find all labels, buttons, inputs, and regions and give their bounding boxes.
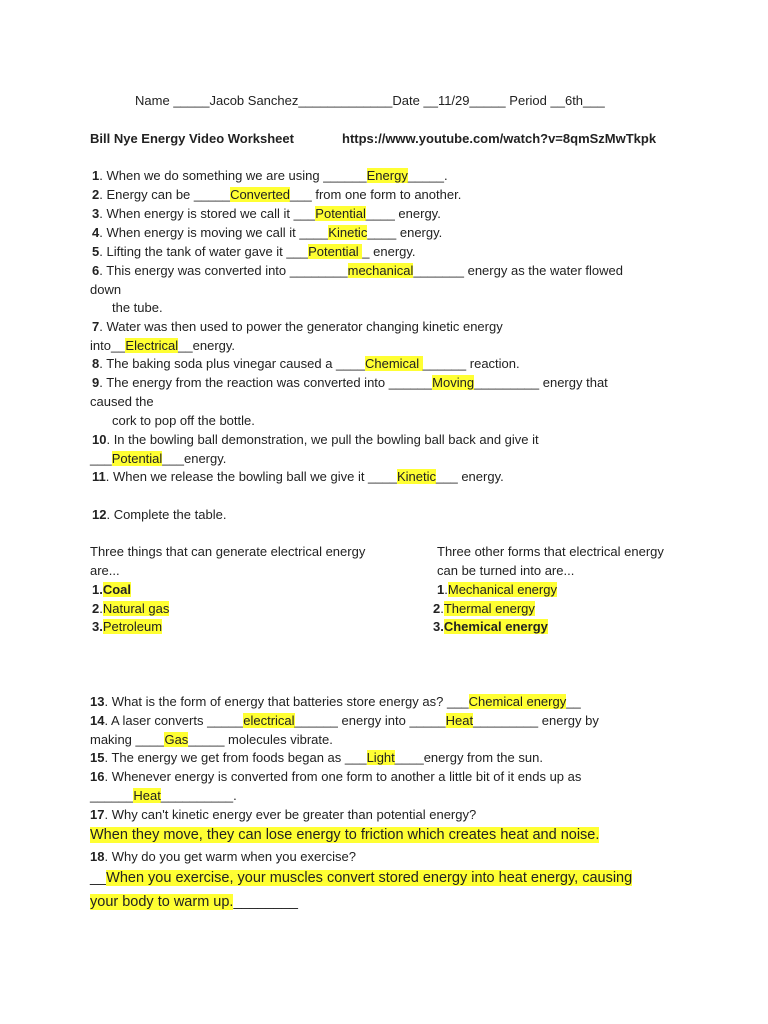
answer-17: When they move, they can lose energy to friction which creates heat and noise. xyxy=(90,827,600,843)
question-12: 12. Complete the table. xyxy=(92,507,227,522)
table-left-heading: Three things that can generate electrical energy xyxy=(90,544,366,559)
answer-1: Energy xyxy=(366,168,408,183)
answer-14c: Gas xyxy=(164,732,189,747)
question-17: 17. Why can't kinetic energy ever be greater than potential energy? xyxy=(90,807,477,822)
question-5: 5. Lifting the tank of water gave it ___Potential _ energy. xyxy=(92,244,416,259)
period-value: 6th xyxy=(564,93,584,108)
answer-6: mechanical xyxy=(347,263,414,278)
question-7-continued: into__Electrical__energy. xyxy=(90,338,236,353)
name-date-period-line: Name _____Jacob Sanchez_____________Date __11/29_____ Period __6th___ xyxy=(135,93,605,108)
table-right-heading: Three other forms that electrical energy xyxy=(437,544,664,559)
answer-10: Potential xyxy=(111,451,163,466)
question-9-wrap: caused the xyxy=(90,394,154,409)
answer-18: When you exercise, your muscles convert stored energy into heat energy, causing xyxy=(106,870,633,886)
answer-9: Moving xyxy=(432,375,475,390)
date-value: 11/29 xyxy=(437,93,470,108)
question-14-continued: making ____Gas_____ molecules vibrate. xyxy=(90,732,333,747)
question-9: 9. The energy from the reaction was converted into ______Moving_________ energy that xyxy=(92,375,608,390)
table-left-item-2: 2.Natural gas xyxy=(92,601,170,616)
question-14: 14. A laser converts _____electrical______ energy into _____Heat_________ energy by xyxy=(90,713,599,728)
table-right-item-3: 3.Chemical energy xyxy=(433,619,548,634)
question-16-continued: ______Heat__________. xyxy=(90,788,237,803)
question-2: 2. Energy can be _____Converted___ from one form to another. xyxy=(92,187,462,202)
question-6-continued: the tube. xyxy=(112,300,163,315)
question-10: 10. In the bowling ball demonstration, we pull the bowling ball back and give it xyxy=(92,432,539,447)
table-left-item-1: 1.Coal xyxy=(92,582,132,597)
answer-14b: Heat xyxy=(445,713,474,728)
question-7: 7. Water was then used to power the generator changing kinetic energy xyxy=(92,319,503,334)
answer-8: Chemical xyxy=(364,356,423,371)
table-left-item-3: 3.Petroleum xyxy=(92,619,163,634)
question-6-wrap: down xyxy=(90,282,122,297)
question-15: 15. The energy we get from foods began as ___Light____energy from the sun. xyxy=(90,750,543,765)
answer-4: Kinetic xyxy=(328,225,368,240)
question-3: 3. When energy is stored we call it ___Potential____ energy. xyxy=(92,206,441,221)
question-4: 4. When energy is moving we call it ____Kinetic____ energy. xyxy=(92,225,443,240)
question-13: 13. What is the form of energy that batteries store energy as? ___Chemical energy__ xyxy=(90,694,581,709)
question-9-continued: cork to pop off the bottle. xyxy=(112,413,255,428)
date-label: Date xyxy=(392,93,420,108)
answer-14a: electrical xyxy=(243,713,295,728)
table-right-item-1: 1.Mechanical energy xyxy=(437,582,557,597)
question-18: 18. Why do you get warm when you exercise? xyxy=(90,849,356,864)
question-18-answer-line1: __When you exercise, your muscles convert stored energy into heat energy, causing xyxy=(90,870,633,886)
question-10-continued: ___Potential___energy. xyxy=(90,451,227,466)
table-right-heading-cont: can be turned into are... xyxy=(437,563,575,578)
answer-3: Potential xyxy=(315,206,366,221)
question-16: 16. Whenever energy is converted from one form to another a little bit of it ends up as xyxy=(90,769,582,784)
question-11: 11. When we release the bowling ball we give it ____Kinetic___ energy. xyxy=(92,469,504,484)
answer-11: Kinetic xyxy=(396,469,437,484)
table-right-item-2: 2.Thermal energy xyxy=(433,601,535,616)
answer-13: Chemical energy xyxy=(468,694,567,709)
video-url-link[interactable]: https://www.youtube.com/watch?v=8qmSzMwTkpk xyxy=(342,131,657,146)
question-18-answer-line2: your body to warm up.________ xyxy=(90,894,298,910)
question-6: 6. This energy was converted into ________mechanical_______ energy as the water flowed xyxy=(92,263,623,278)
question-17-answer xyxy=(90,824,599,846)
answer-2: Converted xyxy=(230,187,291,202)
name-label: Name xyxy=(135,93,170,108)
question-8: 8. The baking soda plus vinegar caused a ____Chemical ______ reaction. xyxy=(92,356,520,371)
period-label: Period xyxy=(509,93,547,108)
answer-5: Potential xyxy=(308,244,363,259)
answer-7: Electrical xyxy=(125,338,179,353)
answer-15: Light xyxy=(366,750,395,765)
worksheet-title: Bill Nye Energy Video Worksheet xyxy=(90,131,294,146)
question-1: 1. When we do something we are using ______Energy_____. xyxy=(92,168,448,183)
name-value: Jacob Sanchez xyxy=(209,93,299,108)
answer-16: Heat xyxy=(133,788,161,803)
table-left-heading-cont: are... xyxy=(90,563,120,578)
